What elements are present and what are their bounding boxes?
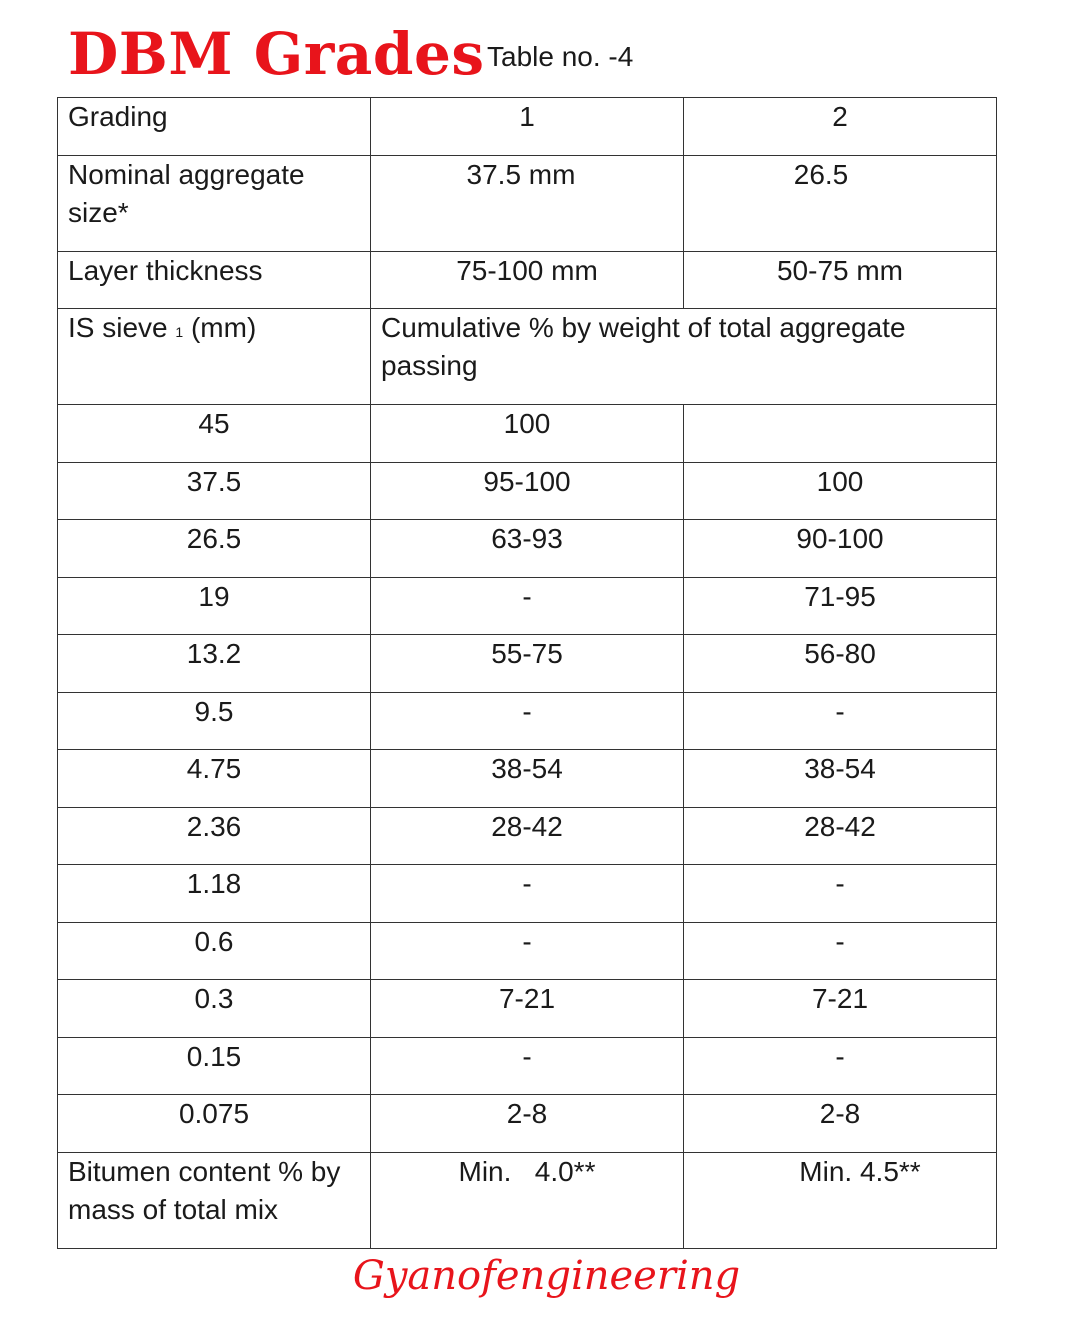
table-cell	[58, 98, 371, 156]
cell-value: 75-100 mm	[456, 254, 598, 286]
table-cell	[371, 251, 684, 309]
table-cell	[58, 577, 371, 635]
table-row-layer-thickness	[58, 251, 997, 309]
table-cell	[58, 1152, 371, 1248]
footer-text: Gyanofengineering	[352, 1253, 741, 1299]
table-cell	[58, 462, 371, 520]
cell-value: 7-21	[498, 983, 556, 1014]
table-row-bitumen	[58, 1152, 997, 1248]
page-title: DBM Grades	[68, 20, 485, 88]
cell-value: 37.5 mm	[466, 158, 576, 190]
cell-value: -	[522, 695, 532, 727]
cell-value: -	[522, 580, 532, 612]
span-line: passing	[381, 350, 478, 381]
table-row-nominal-size	[58, 155, 997, 251]
cell-label: Grading	[68, 101, 168, 132]
sieve-size: 45	[198, 408, 230, 439]
table-cell	[684, 980, 997, 1038]
table-row	[58, 462, 997, 520]
table-cell	[58, 635, 371, 693]
table-cell	[684, 462, 997, 520]
table-cell	[58, 807, 371, 865]
cell-value: 28-42	[804, 810, 876, 842]
sieve-size: 9.5	[194, 695, 234, 727]
sieve-size: 0.6	[194, 925, 234, 957]
table-cell	[58, 692, 371, 750]
table-cell	[371, 405, 684, 463]
table-cell	[58, 405, 371, 463]
cell-value: 2-8	[506, 1098, 548, 1129]
table-cell	[371, 807, 684, 865]
sieve-size: 26.5	[186, 523, 242, 554]
table-cell	[684, 155, 997, 251]
table-cell	[58, 1037, 371, 1095]
table-number: Table no. -4	[487, 41, 634, 72]
table-row	[58, 635, 997, 693]
cell-value: 38-54	[491, 753, 563, 784]
table-cell	[371, 692, 684, 750]
sieve-size: 19	[198, 580, 230, 612]
table-row-sieve-header	[58, 309, 997, 405]
sieve-size: 13.2	[186, 638, 242, 669]
cell-value: -	[835, 1040, 845, 1072]
label-line: mass of total mix	[68, 1193, 279, 1225]
sieve-size: 37.5	[186, 465, 242, 497]
cell-value: -	[522, 868, 532, 899]
cell-value: 28-42	[491, 810, 563, 842]
span-line: Cumulative % by weight of total aggregate	[381, 312, 906, 343]
cell-value: 100	[503, 408, 551, 439]
cell-label	[58, 1153, 370, 1229]
cell-value: 38-54	[804, 753, 876, 784]
table-cell	[371, 922, 684, 980]
table-cell	[371, 1037, 684, 1095]
cell-value: 7-21	[811, 983, 869, 1014]
table-cell	[371, 577, 684, 635]
table-cell	[371, 635, 684, 693]
table-cell	[58, 251, 371, 309]
cell-value: 26.5	[793, 158, 849, 190]
table-row	[58, 405, 997, 463]
table-cell	[371, 1095, 684, 1153]
dbm-grades-table	[57, 97, 997, 1249]
table-cell	[684, 251, 997, 309]
cell-value: -	[835, 868, 845, 899]
table-cell	[684, 520, 997, 578]
label-line: size*	[68, 196, 129, 228]
table-cell	[371, 309, 997, 405]
table-row	[58, 865, 997, 923]
table-row	[58, 750, 997, 808]
cell-value: 90-100	[796, 523, 884, 554]
table-row	[58, 1037, 997, 1095]
footnote-marker: 1	[175, 324, 184, 340]
table-cell	[684, 1037, 997, 1095]
table-cell	[371, 520, 684, 578]
cell-value: 50-75 mm	[776, 254, 904, 286]
table-cell	[684, 1152, 997, 1248]
label-line: Nominal aggregate	[68, 158, 305, 190]
table-cell	[58, 155, 371, 251]
cell-value: 2	[832, 101, 848, 132]
table-cell	[684, 1095, 997, 1153]
table-cell	[58, 1095, 371, 1153]
cell-value: 71-95	[804, 580, 876, 612]
sieve-size: 2.36	[186, 810, 242, 842]
table-cell	[58, 750, 371, 808]
cell-label	[58, 156, 370, 232]
table-cell	[684, 922, 997, 980]
cell-label	[58, 309, 370, 351]
cell-value: -	[835, 925, 845, 957]
footer-watermark	[0, 1250, 1065, 1302]
cell-value: 100	[816, 465, 864, 497]
table-row	[58, 922, 997, 980]
cell-value: Min. 4.0**	[458, 1155, 596, 1187]
sieve-size: 4.75	[186, 753, 242, 784]
table-cell	[684, 750, 997, 808]
cell-value: 2-8	[819, 1098, 861, 1129]
cell-value: 63-93	[491, 523, 563, 554]
table-row	[58, 520, 997, 578]
table-cell	[58, 980, 371, 1038]
table-cell	[684, 807, 997, 865]
cell-value: -	[522, 1040, 532, 1072]
table-row	[58, 577, 997, 635]
table-row	[58, 1095, 997, 1153]
table-cell	[371, 750, 684, 808]
sieve-size: 0.075	[178, 1098, 250, 1129]
table-cell	[371, 1152, 684, 1248]
sieve-size: 0.15	[186, 1040, 242, 1072]
label-line: Bitumen content % by	[68, 1155, 341, 1187]
table-cell	[371, 980, 684, 1038]
table-cell	[58, 520, 371, 578]
table-row	[58, 980, 997, 1038]
table-cell	[684, 98, 997, 156]
label-unit: (mm)	[190, 312, 257, 343]
cell-label: Layer thickness	[68, 254, 263, 286]
table-cell	[371, 98, 684, 156]
table-cell	[58, 922, 371, 980]
sieve-rows	[58, 405, 997, 1153]
table-cell	[684, 692, 997, 750]
table-row-grading	[58, 98, 997, 156]
table-cell	[684, 405, 997, 463]
cell-value: 1	[519, 101, 535, 132]
table-cell	[371, 155, 684, 251]
table-cell	[684, 577, 997, 635]
cell-value: 56-80	[804, 638, 876, 669]
table-cell	[684, 635, 997, 693]
cell-span-text	[371, 309, 996, 385]
cell-value: -	[835, 695, 845, 727]
cell-value: 55-75	[491, 638, 563, 669]
cell-value: -	[522, 925, 532, 957]
table-cell	[58, 309, 371, 405]
label-text: IS sieve	[68, 312, 168, 343]
table-cell	[684, 865, 997, 923]
cell-value: 95-100	[483, 465, 571, 497]
table-cell	[371, 865, 684, 923]
sieve-size: 1.18	[186, 868, 242, 899]
cell-value: Min. 4.5**	[799, 1155, 921, 1187]
table-row	[58, 807, 997, 865]
table-cell	[58, 865, 371, 923]
table-row	[58, 692, 997, 750]
table-cell	[371, 462, 684, 520]
sieve-size: 0.3	[194, 983, 234, 1014]
